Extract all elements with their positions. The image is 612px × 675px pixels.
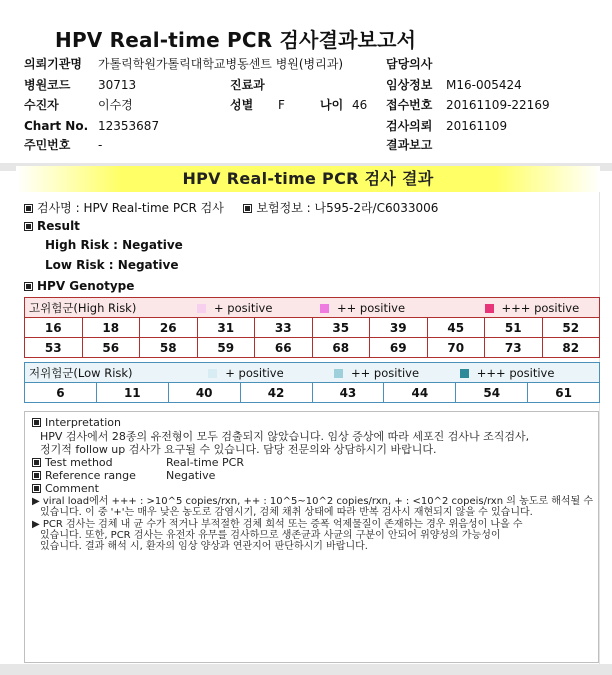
- genotype-cell: 26: [140, 318, 198, 338]
- result-heading: [24, 218, 80, 234]
- legend-label: ++ positive: [337, 300, 406, 315]
- square-bullet-icon: [32, 418, 41, 427]
- header-value: 가톨릭학원가톨릭대학교병동센트 병원(병리과): [98, 57, 344, 71]
- interpretation-text-2: 정기적 follow up 검사가 요구될 수 있습니다. 담당 전문의와 상담하시기 바랍니다.: [40, 443, 437, 456]
- interpretation-heading: [32, 416, 121, 429]
- comment-text-2b: 있습니다. 또한, PCR 검사는 유전자 유무를 검사하므로 생존균과 사균의 구분이 안되어 위양성의 가능성이: [40, 530, 501, 541]
- legend-label: + positive: [225, 365, 284, 380]
- high-risk-legend-row: [25, 298, 600, 318]
- interpretation-label: Interpretation: [45, 416, 121, 429]
- square-bullet-icon: [24, 222, 33, 231]
- reference-range-label: Reference range: [45, 469, 136, 482]
- swatch-icon: [208, 369, 217, 378]
- genotype-cell: 52: [542, 318, 600, 338]
- legend-item: [197, 298, 312, 318]
- swatch-icon: [320, 304, 329, 313]
- header-value: 20161109: [446, 119, 508, 133]
- header-value: -: [98, 138, 103, 152]
- comment-text-1b: 있습니다. 이 중 '+'는 매우 낮은 농도로 감염시기, 검체 채취 상태에 따라 반복 검사시 재현되지 않을 수 있습니다.: [40, 507, 533, 518]
- comment-heading: [32, 482, 99, 495]
- header-label: 검사의뢰: [386, 119, 433, 133]
- header-label: 결과보고: [386, 138, 433, 152]
- square-bullet-icon: [24, 282, 33, 291]
- genotype-cell: 6: [25, 383, 97, 403]
- genotype-cell: 39: [370, 318, 428, 338]
- reference-range-value: Negative: [166, 469, 216, 482]
- header-label: 접수번호: [386, 98, 433, 112]
- reference-range-row: [32, 469, 136, 482]
- result-label: Result: [37, 219, 80, 233]
- legend-item: [168, 363, 312, 383]
- header-value: 12353687: [98, 119, 160, 133]
- header-value: 30713: [98, 78, 137, 92]
- header-label: 의뢰기관명: [24, 57, 82, 71]
- header-label: Chart No.: [24, 119, 89, 133]
- genotype-cell: 33: [255, 318, 313, 338]
- genotype-cell: 16: [25, 318, 83, 338]
- test-name: 검사명 : HPV Real-time PCR 검사: [37, 201, 224, 215]
- genotype-cell: 58: [140, 338, 198, 358]
- header-label: 진료과: [230, 78, 265, 92]
- square-bullet-icon: [32, 458, 41, 467]
- low-risk-title: 저위험군(Low Risk): [25, 363, 169, 383]
- swatch-icon: [485, 304, 494, 313]
- header-label: 병원코드: [24, 78, 71, 92]
- low-risk-table: [24, 362, 600, 403]
- header-label: 담당의사: [386, 57, 433, 71]
- genotype-cell: 40: [168, 383, 240, 403]
- test-info-line: [24, 200, 438, 216]
- high-risk-result: High Risk : Negative: [45, 238, 183, 252]
- genotype-cell: 35: [312, 318, 370, 338]
- header-label: 수진자: [24, 98, 59, 112]
- genotype-cell: 11: [96, 383, 168, 403]
- header-value: 46: [352, 98, 368, 112]
- header-label: 성별: [230, 98, 254, 112]
- genotype-cell: 66: [255, 338, 313, 358]
- page-title: HPV Real-time PCR 검사결과보고서: [55, 28, 417, 52]
- low-risk-legend-row: [25, 363, 600, 383]
- legend-item: [456, 363, 600, 383]
- genotype-cell: 73: [485, 338, 543, 358]
- comment-text-2c: 있습니다. 결과 해석 시, 환자의 임상 양상과 연관지어 판단하시기 바랍니다.: [40, 541, 368, 552]
- genotype-cell: 70: [427, 338, 485, 358]
- genotype-cell: 61: [528, 383, 600, 403]
- legend-item: [485, 298, 600, 318]
- genotype-cell: 53: [25, 338, 83, 358]
- genotype-cell: 42: [240, 383, 312, 403]
- genotype-cell: 45: [427, 318, 485, 338]
- legend-label: +++ positive: [476, 365, 555, 380]
- square-bullet-icon: [24, 204, 33, 213]
- header-value: M16-005424: [446, 78, 522, 92]
- swatch-icon: [197, 304, 206, 313]
- genotype-cell: 43: [312, 383, 384, 403]
- genotype-cell: 82: [542, 338, 600, 358]
- header-label: 주민번호: [24, 138, 71, 152]
- high-risk-table: [24, 297, 600, 358]
- square-bullet-icon: [32, 471, 41, 480]
- genotype-label: HPV Genotype: [37, 279, 135, 293]
- high-risk-title: 고위험군(High Risk): [25, 298, 198, 318]
- legend-label: +++ positive: [501, 300, 580, 315]
- square-bullet-icon: [32, 484, 41, 493]
- genotype-cell: 59: [197, 338, 255, 358]
- test-method-label: Test method: [45, 456, 113, 469]
- header-value: F: [278, 98, 285, 112]
- interpretation-text-1: HPV 검사에서 28종의 유전형이 모두 검출되지 않았습니다. 임상 증상에 따라 세포진 검사나 조직검사,: [40, 430, 530, 443]
- table-row: [25, 318, 600, 338]
- genotype-cell: 69: [370, 338, 428, 358]
- report-title: HPV Real-time PCR 검사 결과: [16, 166, 600, 192]
- genotype-cell: 68: [312, 338, 370, 358]
- genotype-cell: 56: [82, 338, 140, 358]
- genotype-cell: 44: [384, 383, 456, 403]
- comment-text-1a: ▶ viral load에서 +++ : >10^5 copies/rxn, ++ : 10^5~10^2 copies/rxn, + : <10^2 copeis/rxn 의 농도로 해석될 수: [32, 496, 594, 507]
- header-value: 20161109-22169: [446, 98, 550, 112]
- genotype-heading: [24, 278, 134, 294]
- table-row: [25, 338, 600, 358]
- footer-bar: [0, 664, 612, 675]
- test-method-value: Real-time PCR: [166, 456, 244, 469]
- legend-item: [312, 298, 485, 318]
- swatch-icon: [334, 369, 343, 378]
- genotype-cell: 51: [485, 318, 543, 338]
- insurance-info: 보험정보 : 나595-2라/C6033006: [256, 201, 439, 215]
- header-value: 이수경: [98, 98, 133, 112]
- low-risk-result: Low Risk : Negative: [45, 258, 179, 272]
- comment-label: Comment: [45, 482, 99, 495]
- legend-label: + positive: [214, 300, 273, 315]
- test-method-row: [32, 456, 113, 469]
- swatch-icon: [460, 369, 469, 378]
- header-label: 임상정보: [386, 78, 433, 92]
- square-bullet-icon: [243, 204, 252, 213]
- genotype-cell: 31: [197, 318, 255, 338]
- genotype-cell: 54: [456, 383, 528, 403]
- genotype-cell: 18: [82, 318, 140, 338]
- comment-text-2a: ▶ PCR 검사는 검체 내 균 수가 적거나 부적절한 검체 희석 또는 증폭 억제물질이 존재하는 경우 위음성이 나올 수: [32, 519, 523, 530]
- table-row: [25, 383, 600, 403]
- legend-label: ++ positive: [351, 365, 420, 380]
- legend-item: [312, 363, 456, 383]
- header-label: 나이: [320, 98, 344, 112]
